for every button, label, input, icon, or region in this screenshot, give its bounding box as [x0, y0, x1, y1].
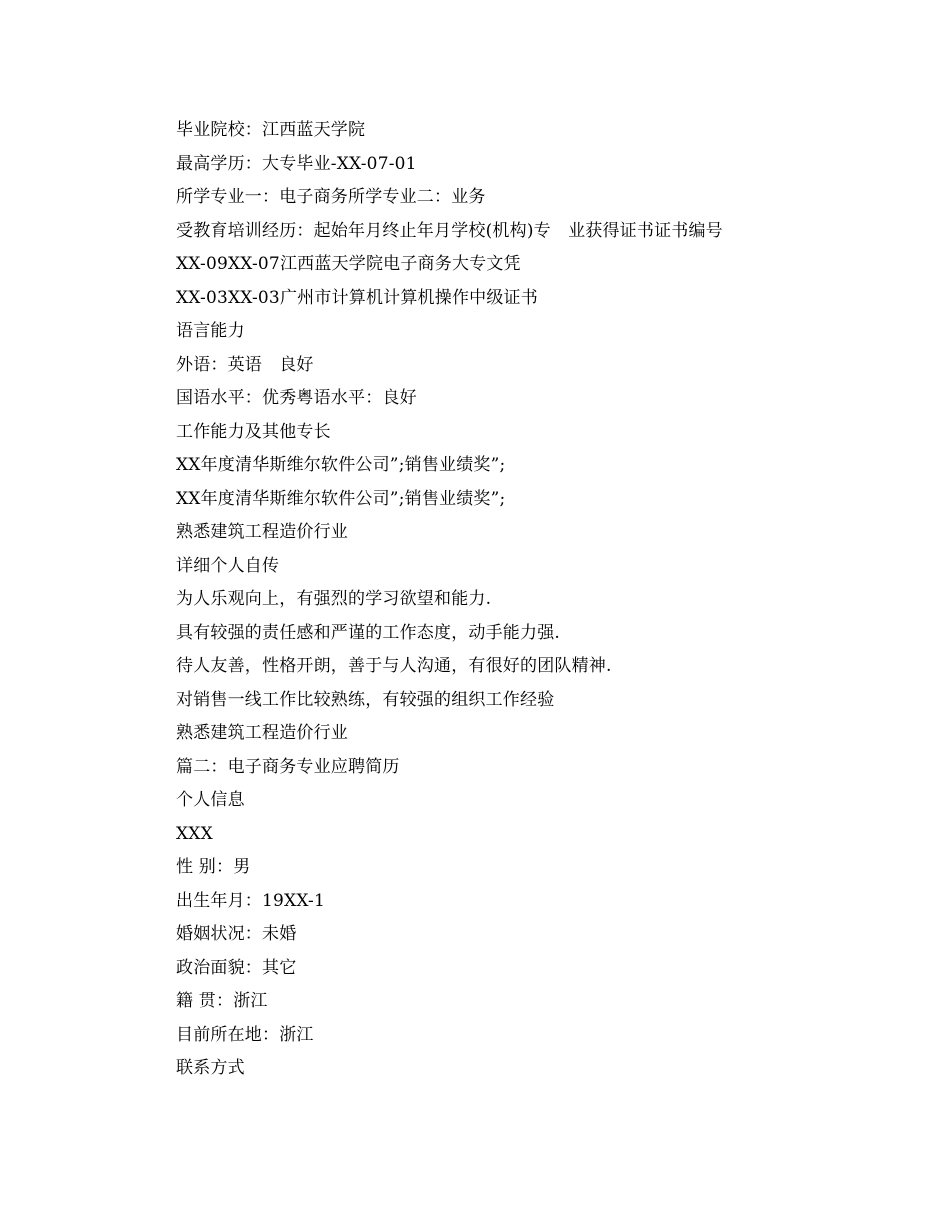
text-line-bio-1: 为人乐观向上，有强烈的学习欲望和能力. [176, 589, 492, 609]
text-line-bio-3: 待人友善，性格开朗，善于与人沟通，有很好的团队精神. [176, 656, 612, 676]
text-line-bio-2: 具有较强的责任感和严谨的工作态度，动手能力强. [176, 622, 561, 643]
text-line-bio-5: 熟悉建筑工程造价行业 [176, 723, 348, 743]
text-line-award-1: XX年度清华斯维尔软件公司”;销售业绩奖”; [176, 455, 506, 475]
text-line-education-header: 受教育培训经历：起始年月终止年月学校(机构)专 业获得证书证书编号 [176, 220, 723, 241]
text-line-graduated-school: 毕业院校：江西蓝天学院 [176, 120, 366, 140]
section-heading-personal-info: 个人信息 [176, 790, 245, 810]
text-line-education-entry-1: XX-09XX-07江西蓝天学院电子商务大专文凭 [176, 254, 521, 274]
text-line-current-location: 目前所在地：浙江 [176, 1024, 314, 1045]
section-heading-part-two: 篇二：电子商务专业应聘简历 [176, 756, 400, 777]
text-line-dialect-level: 国语水平：优秀粤语水平：良好 [176, 388, 417, 408]
text-line-birth-date: 出生年月：19XX-1 [176, 890, 325, 911]
text-line-highest-education: 最高学历：大专毕业-XX-07-01 [176, 153, 417, 174]
section-heading-contact: 联系方式 [176, 1058, 245, 1078]
section-heading-autobiography: 详细个人自传 [176, 555, 280, 576]
text-line-marital-status: 婚姻状况：未婚 [176, 924, 297, 944]
text-line-foreign-language: 外语：英语 良好 [176, 354, 314, 375]
text-line-bio-4: 对销售一线工作比较熟练，有较强的组织工作经验 [176, 689, 555, 710]
text-line-gender: 性 别：男 [176, 857, 251, 877]
section-heading-skills: 工作能力及其他专长 [176, 421, 331, 442]
text-line-award-2: XX年度清华斯维尔软件公司”;销售业绩奖”; [176, 488, 506, 509]
text-line-name: XXX [176, 823, 213, 844]
section-heading-language: 语言能力 [176, 321, 245, 341]
text-line-political-status: 政治面貌：其它 [176, 957, 297, 978]
text-line-major: 所学专业一：电子商务所学专业二：业务 [176, 187, 486, 207]
text-line-native-place: 籍 贯：浙江 [176, 991, 268, 1011]
text-line-education-entry-2: XX-03XX-03广州市计算机计算机操作中级证书 [176, 287, 538, 308]
text-line-skill-industry: 熟悉建筑工程造价行业 [176, 522, 348, 542]
document-body [176, 114, 876, 1086]
